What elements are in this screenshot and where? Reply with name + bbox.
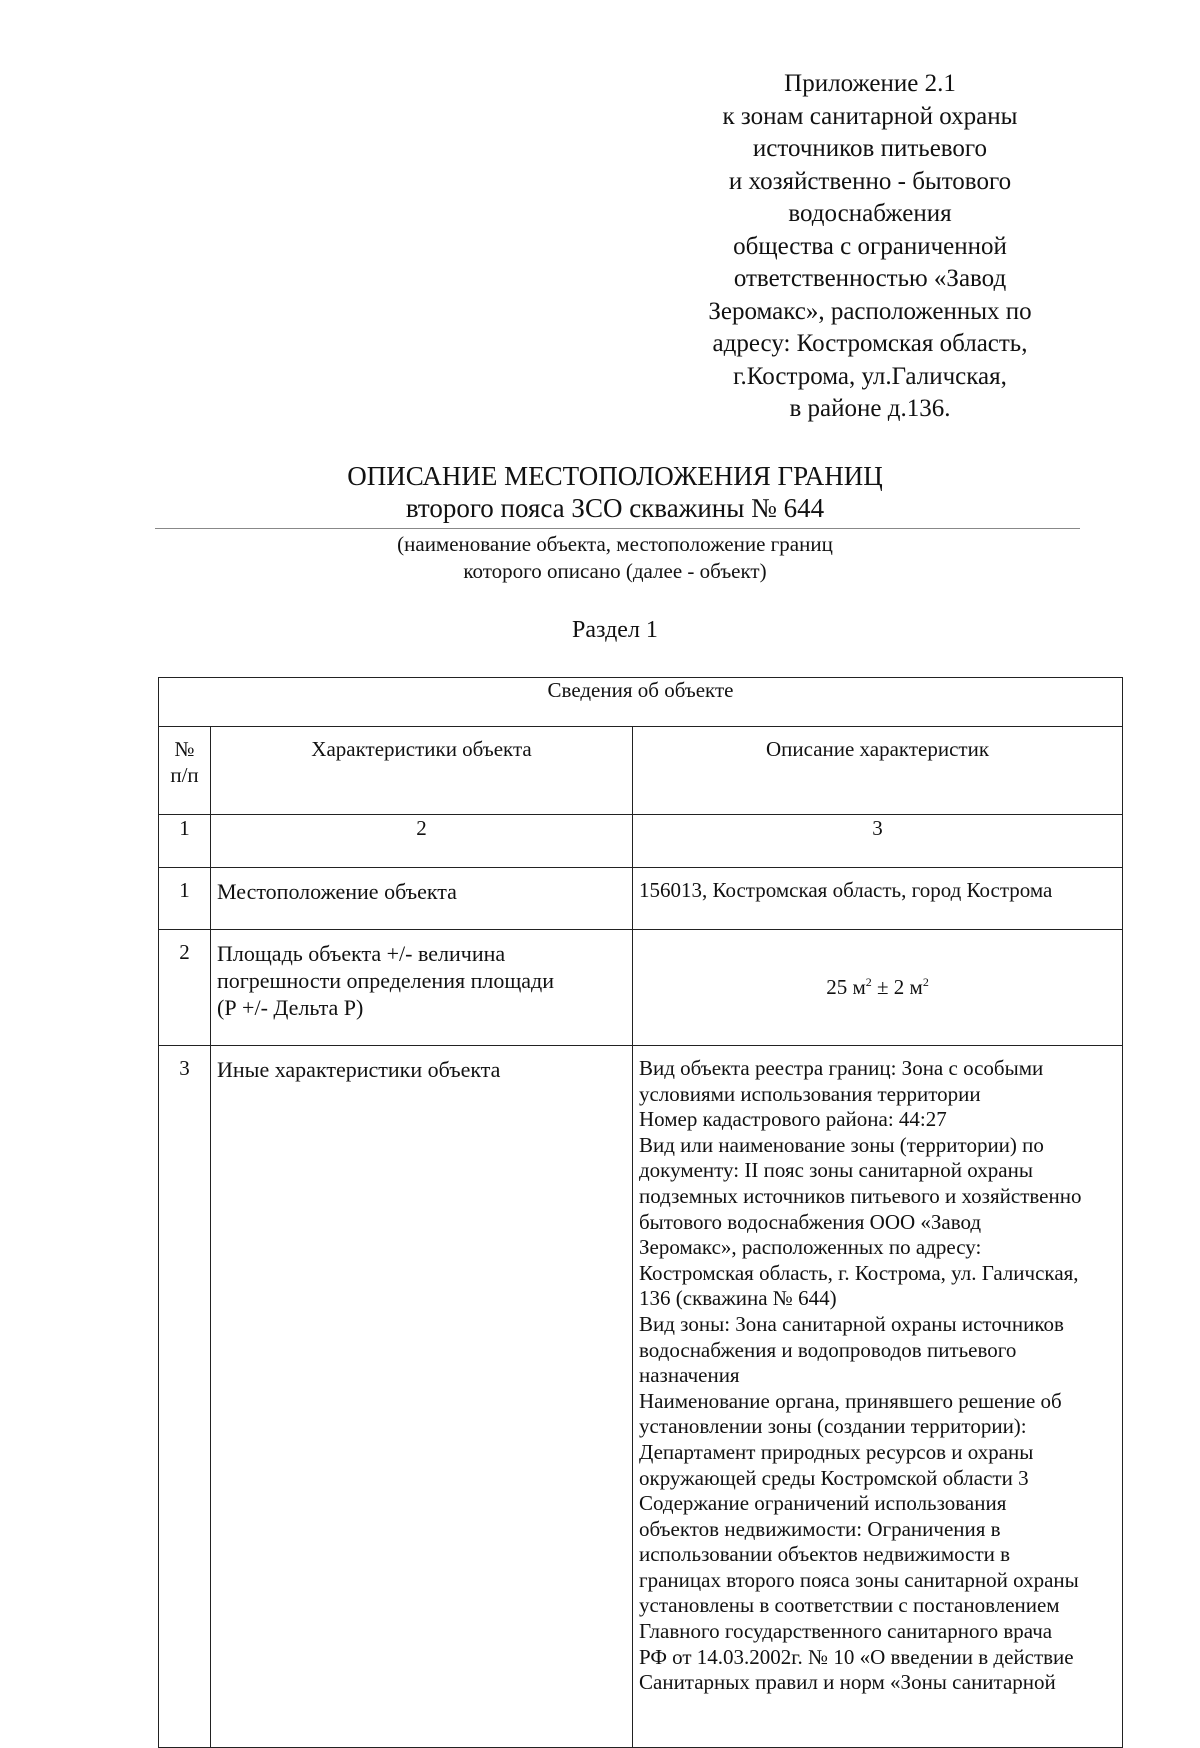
- row-characteristic: Иные характеристики объекта: [211, 1046, 633, 1748]
- description-line: Содержание ограничений использования: [639, 1491, 1007, 1516]
- row-characteristic: [211, 930, 633, 1046]
- table-row: [159, 868, 1123, 930]
- appendix-line: адресу: Костромская область,: [712, 330, 1028, 357]
- description-line: Зеромакс», расположенных по адресу:: [639, 1235, 982, 1260]
- description-line: окружающей среды Костромской области 3: [639, 1465, 1029, 1490]
- appendix-line: общества с ограниченной: [733, 232, 1007, 260]
- row-description: 156013, Костромская область, город Кострома: [633, 868, 1123, 930]
- description-line: условиями использования территории: [639, 1081, 981, 1106]
- column-number: 1: [159, 815, 211, 868]
- characteristic-line: (Р +/- Дельта Р): [217, 995, 364, 1020]
- appendix-line: ответственностью «Завод: [733, 265, 1007, 292]
- description-line: Вид зоны: Зона санитарной охраны источников: [639, 1311, 1064, 1336]
- area-unit-exponent: 2: [865, 974, 872, 989]
- document-title: [150, 460, 1080, 524]
- appendix-line: к зонам санитарной охраны: [722, 102, 1018, 130]
- description-line: документу: II пояс зоны санитарной охраны: [639, 1158, 1033, 1183]
- appendix-header: [655, 68, 1085, 426]
- table-row: [159, 930, 1123, 1046]
- description-line: подземных источников питьевого и хозяйственно: [639, 1183, 1082, 1208]
- row-number: 1: [159, 868, 211, 930]
- description-line: границах второго пояса зоны санитарной охраны: [639, 1567, 1079, 1592]
- row-characteristic: Местоположение объекта: [211, 868, 633, 930]
- description-line: 136 (скважина № 644): [639, 1286, 837, 1311]
- description-line: Номер кадастрового района: 44:27: [639, 1107, 947, 1132]
- description-line: Вид объекта реестра границ: Зона с особыми: [639, 1056, 1044, 1080]
- header-number: [159, 727, 211, 815]
- characteristic-line: погрешности определения площади: [217, 968, 555, 993]
- description-line: назначения: [639, 1363, 740, 1388]
- section-label: Раздел 1: [572, 617, 658, 643]
- description-line: Санитарных правил и норм «Зоны санитарной: [639, 1670, 1056, 1695]
- column-number: 2: [211, 815, 633, 868]
- characteristic-line: Площадь объекта +/- величина: [217, 941, 506, 966]
- title-line-1: ОПИСАНИЕ МЕСТОПОЛОЖЕНИЯ ГРАНИЦ: [347, 461, 883, 491]
- description-line: установлении зоны (создании территории):: [639, 1414, 1027, 1439]
- appendix-line: г.Кострома, ул.Галичская,: [733, 362, 1007, 390]
- area-amount: 25 м: [826, 974, 866, 999]
- appendix-line: в районе д.136.: [789, 395, 951, 422]
- description-line: Департамент природных ресурсов и охраны: [639, 1439, 1034, 1464]
- appendix-line: источников питьевого: [752, 135, 988, 162]
- description-line: Костромская область, г. Кострома, ул. Галичская,: [639, 1260, 1079, 1285]
- header-description: Описание характеристик: [633, 727, 1123, 815]
- table-row: [159, 1046, 1123, 1748]
- header-number-line-1: №: [174, 737, 195, 761]
- area-error: ± 2 м: [871, 974, 923, 999]
- row-description: [633, 1046, 1123, 1748]
- title-line-2: второго пояса ЗСО скважины № 644: [405, 493, 825, 523]
- description-line: установлены в соответствии с постановлением: [639, 1593, 1060, 1618]
- appendix-line: Приложение 2.1: [784, 70, 956, 97]
- area-error-exponent: 2: [922, 974, 929, 989]
- description-line: Вид или наименование зоны (территории) по: [639, 1132, 1044, 1157]
- description-line: РФ от 14.03.2002г. № 10 «О введении в действие: [639, 1644, 1074, 1669]
- title-underline: [155, 528, 1080, 529]
- area-value: [633, 930, 1123, 1046]
- column-number: 3: [633, 815, 1123, 868]
- description-line: бытового водоснабжения ООО «Завод: [639, 1209, 982, 1234]
- table-caption-row: [159, 678, 1123, 727]
- caption-line-1: (наименование объекта, местоположение границ: [397, 532, 833, 556]
- title-caption: [150, 531, 1080, 585]
- description-line: Наименование органа, принявшего решение об: [639, 1388, 1062, 1413]
- header-number-line-2: п/п: [170, 762, 199, 787]
- caption-line-2: которого описано (далее - объект): [463, 559, 767, 583]
- object-info-table: [158, 677, 1123, 1748]
- appendix-line: Зеромакс», расположенных по: [708, 297, 1032, 325]
- table-header-row: [159, 727, 1123, 815]
- header-characteristic: Характеристики объекта: [211, 727, 633, 815]
- appendix-line: водоснабжения: [788, 200, 952, 227]
- description-line: объектов недвижимости: Ограничения в: [639, 1516, 1001, 1541]
- description-line: водоснабжения и водопроводов питьевого: [639, 1337, 1017, 1362]
- row-number: 3: [159, 1046, 211, 1748]
- column-number-row: [159, 815, 1123, 868]
- row-number: 2: [159, 930, 211, 1046]
- table-caption: Сведения об объекте: [159, 678, 1123, 727]
- description-line: Главного государственного санитарного врача: [639, 1619, 1053, 1644]
- description-line: использовании объектов недвижимости в: [639, 1542, 1011, 1567]
- appendix-line: и хозяйственно - бытового: [728, 167, 1012, 195]
